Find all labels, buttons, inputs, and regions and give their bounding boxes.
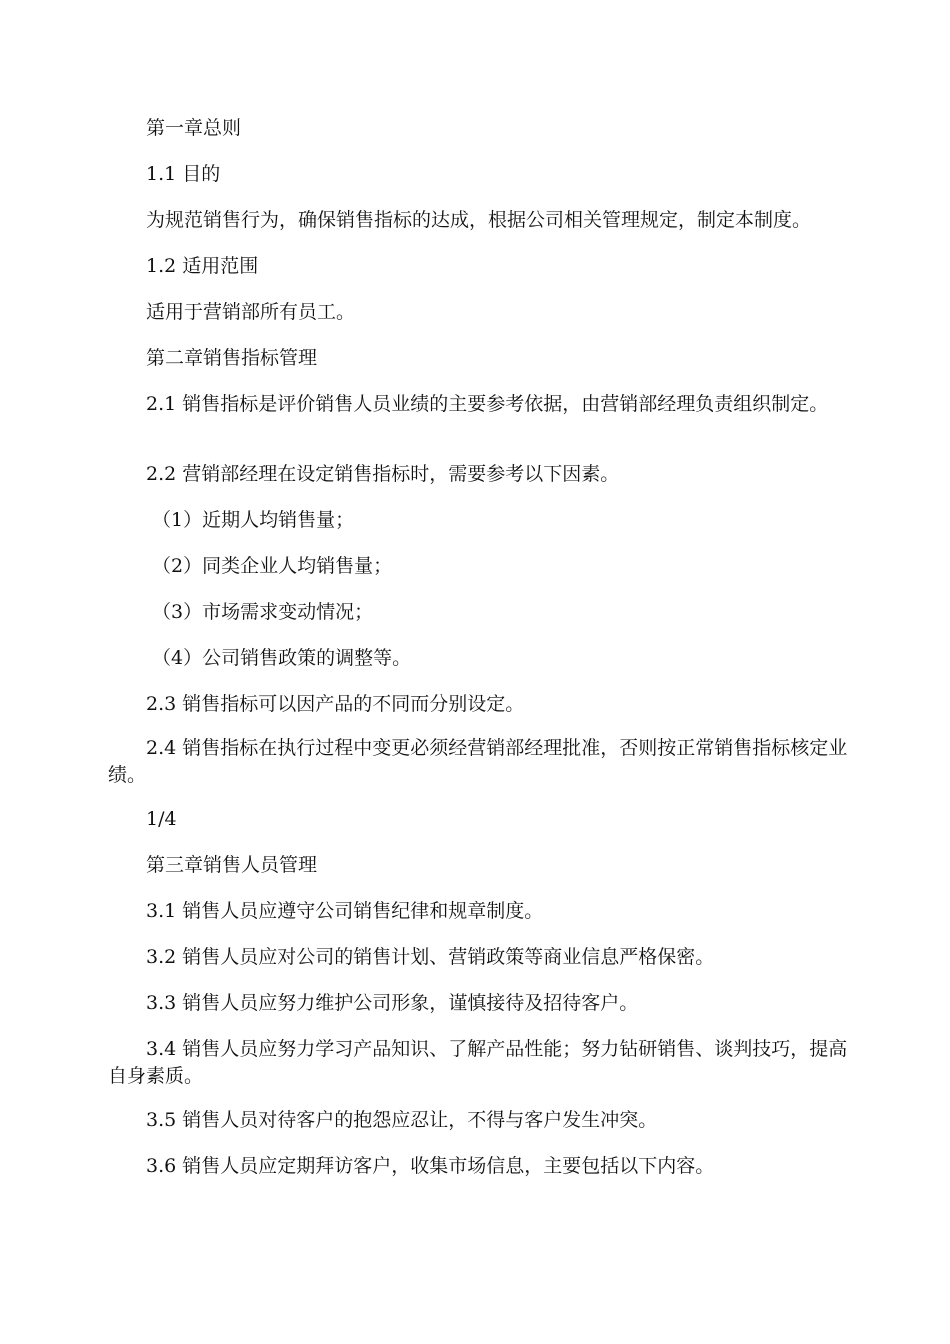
section-3-2: 3.2 销售人员应对公司的销售计划、营销政策等商业信息严格保密。: [146, 946, 715, 968]
section-2-1: 2.1 销售指标是评价销售人员业绩的主要参考依据，由营销部经理负责组织制定。: [146, 393, 829, 415]
list-item: （4）公司销售政策的调整等。: [152, 647, 412, 669]
chapter-3-heading: 第三章销售人员管理: [146, 854, 318, 876]
section-1-2-heading: 1.2 适用范围: [146, 255, 259, 277]
section-2-3: 2.3 销售指标可以因产品的不同而分别设定。: [146, 693, 525, 715]
section-1-1-heading: 1.1 目的: [146, 163, 221, 185]
section-3-5: 3.5 销售人员对待客户的抱怨应忍让，不得与客户发生冲突。: [146, 1109, 658, 1131]
section-2-4: 2.4 销售指标在执行过程中变更必须经营销部经理批准，否则按正常销售指标核定业绩。: [108, 737, 848, 786]
list-item: （3）市场需求变动情况；: [152, 601, 374, 623]
section-3-3: 3.3 销售人员应努力维护公司形象，谨慎接待及招待客户。: [146, 992, 639, 1014]
page-number: 1/4: [146, 808, 177, 830]
section-2-2: 2.2 营销部经理在设定销售指标时，需要参考以下因素。: [146, 463, 620, 485]
list-item: （1）近期人均销售量；: [152, 509, 355, 531]
section-3-4: 3.4 销售人员应努力学习产品知识、了解产品性能；努力钻研销售、谈判技巧，提高自身素质。: [108, 1038, 848, 1087]
list-item: （2）同类企业人均销售量；: [152, 555, 393, 577]
chapter-2-heading: 第二章销售指标管理: [146, 347, 318, 369]
section-1-1-body: 为规范销售行为，确保销售指标的达成，根据公司相关管理规定，制定本制度。: [146, 209, 812, 231]
section-3-1: 3.1 销售人员应遵守公司销售纪律和规章制度。: [146, 900, 544, 922]
chapter-1-heading: 第一章总则: [146, 117, 242, 139]
section-3-6: 3.6 销售人员应定期拜访客户，收集市场信息，主要包括以下内容。: [146, 1155, 715, 1177]
section-1-2-body: 适用于营销部所有员工。: [146, 301, 356, 323]
